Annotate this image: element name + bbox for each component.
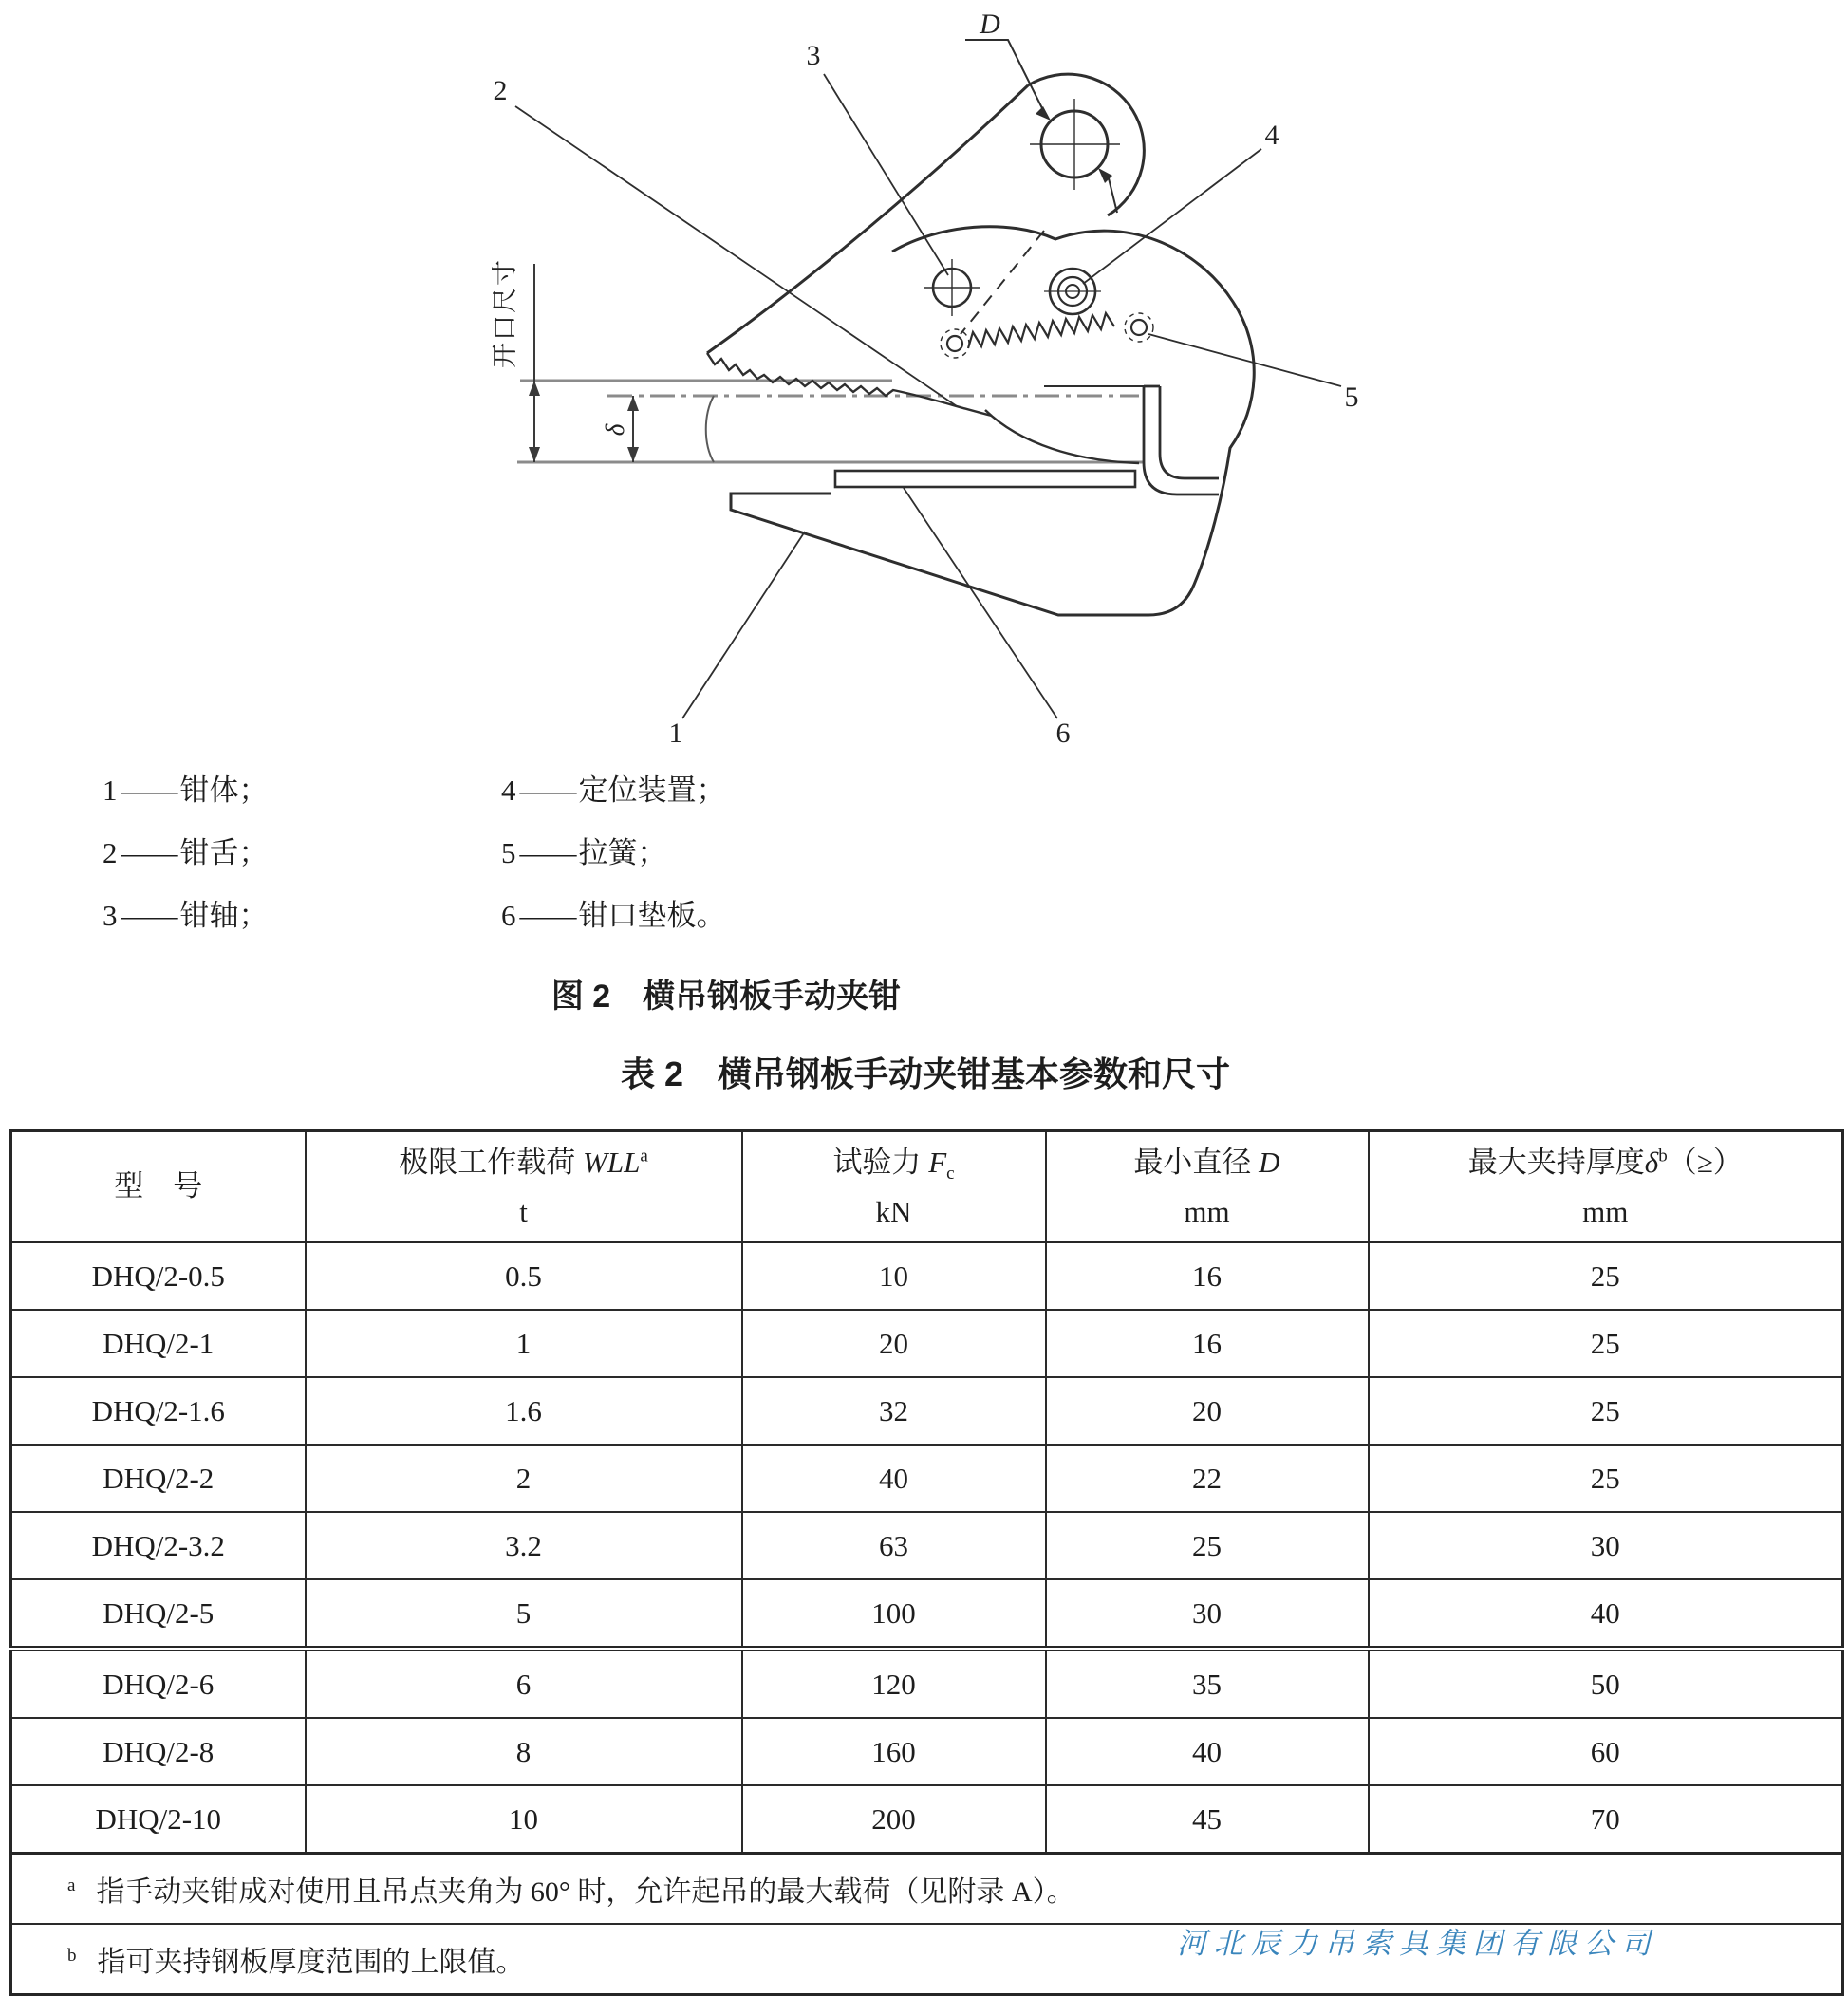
cell-wll: 2 bbox=[306, 1445, 742, 1512]
legend-label: 钳舌； bbox=[179, 836, 269, 869]
cell-test-force: 100 bbox=[742, 1579, 1046, 1649]
legend-item-6: 6 —— 钳口垫板。 bbox=[501, 899, 726, 932]
cell-wll: 3.2 bbox=[306, 1512, 742, 1579]
d-label: D bbox=[980, 9, 1000, 40]
part-label-1: 1 bbox=[668, 718, 683, 749]
footnote-marker: a bbox=[67, 1875, 76, 1895]
parameters-table bbox=[9, 1129, 1844, 1996]
cell-min-diameter: 45 bbox=[1046, 1785, 1369, 1854]
cell-model: DHQ/2-8 bbox=[11, 1718, 306, 1785]
cell-max-thickness: 40 bbox=[1369, 1579, 1843, 1649]
table-footnote-a bbox=[11, 1854, 1843, 1925]
legend-label: 定位装置； bbox=[578, 774, 726, 807]
cell-max-thickness: 50 bbox=[1369, 1649, 1843, 1718]
cell-wll: 6 bbox=[306, 1649, 742, 1718]
cell-test-force: 200 bbox=[742, 1785, 1046, 1854]
table-row bbox=[11, 1649, 1843, 1718]
cell-wll: 0.5 bbox=[306, 1242, 742, 1311]
cell-max-thickness: 25 bbox=[1369, 1445, 1843, 1512]
legend-label: 钳轴； bbox=[179, 899, 269, 932]
d-dimension bbox=[965, 9, 1117, 213]
cell-model: DHQ/2-5 bbox=[11, 1579, 306, 1649]
steel-plate bbox=[517, 381, 1144, 462]
table-row bbox=[11, 1579, 1843, 1649]
cell-min-diameter: 20 bbox=[1046, 1377, 1369, 1445]
cell-model: DHQ/2-0.5 bbox=[11, 1242, 306, 1311]
jaw-pad bbox=[835, 471, 1135, 487]
cell-max-thickness: 70 bbox=[1369, 1785, 1843, 1854]
legend-dash: —— bbox=[519, 774, 575, 807]
cell-model: DHQ/2-1.6 bbox=[11, 1377, 306, 1445]
legend-dash: —— bbox=[519, 899, 575, 932]
cell-wll: 1.6 bbox=[306, 1377, 742, 1445]
legend-dash: —— bbox=[121, 774, 177, 807]
table-row bbox=[11, 1718, 1843, 1785]
cam-dashed-line bbox=[961, 231, 1044, 334]
legend-label: 钳体； bbox=[179, 774, 269, 807]
legend-item-1: 1 —— 钳体； bbox=[103, 774, 269, 807]
legend-label: 拉簧； bbox=[578, 836, 667, 869]
cell-test-force: 32 bbox=[742, 1377, 1046, 1445]
cell-test-force: 20 bbox=[742, 1310, 1046, 1377]
cell-min-diameter: 40 bbox=[1046, 1718, 1369, 1785]
cell-model: DHQ/2-6 bbox=[11, 1649, 306, 1718]
cell-min-diameter: 30 bbox=[1046, 1579, 1369, 1649]
col-header-model: 型 号 bbox=[11, 1131, 306, 1242]
pivot-hole bbox=[924, 259, 980, 316]
cell-min-diameter: 35 bbox=[1046, 1649, 1369, 1718]
table-caption: 表 2 横吊钢板手动夹钳基本参数和尺寸 bbox=[620, 1054, 1231, 1093]
col-header-max-thickness: 最大夹持厚度$\delta^b(\ge)$ mm bbox=[1369, 1131, 1843, 1242]
cell-max-thickness: 25 bbox=[1369, 1310, 1843, 1377]
positioning-device bbox=[1044, 269, 1101, 314]
table-row bbox=[11, 1445, 1843, 1512]
cell-min-diameter: 25 bbox=[1046, 1512, 1369, 1579]
legend-dash: —— bbox=[121, 899, 177, 932]
part-label-6: 6 bbox=[1055, 718, 1071, 749]
opening-size-label: 开口尺寸 bbox=[491, 258, 519, 368]
cell-model: DHQ/2-1 bbox=[11, 1310, 306, 1377]
legend-label: 钳口垫板。 bbox=[578, 899, 726, 932]
col-header-test-force: 试验力 $F_c$ kN bbox=[742, 1131, 1046, 1242]
legend-item-3: 3 —— 钳轴； bbox=[103, 899, 269, 932]
cell-max-thickness: 60 bbox=[1369, 1718, 1843, 1785]
cell-wll: 5 bbox=[306, 1579, 742, 1649]
table-row bbox=[11, 1242, 1843, 1311]
company-watermark: 河北辰力吊索具集团有限公司 bbox=[1177, 1927, 1658, 1960]
cell-test-force: 63 bbox=[742, 1512, 1046, 1579]
table-row bbox=[11, 1310, 1843, 1377]
cell-wll: 8 bbox=[306, 1718, 742, 1785]
legend-item-2: 2 —— 钳舌； bbox=[103, 836, 269, 869]
lifting-eye bbox=[1028, 74, 1144, 215]
figure-legend-left bbox=[103, 759, 269, 947]
cell-max-thickness: 25 bbox=[1369, 1242, 1843, 1311]
cell-test-force: 120 bbox=[742, 1649, 1046, 1718]
part-label-3: 3 bbox=[806, 40, 821, 71]
mouth-bracket bbox=[1144, 386, 1219, 494]
footnote-text: 指可夹持钢板厚度范围的上限值。 bbox=[97, 1947, 525, 1978]
cell-model: DHQ/2-3.2 bbox=[11, 1512, 306, 1579]
part-label-4: 4 bbox=[1264, 120, 1279, 151]
cell-test-force: 10 bbox=[742, 1242, 1046, 1311]
figure-legend-right bbox=[501, 759, 726, 947]
jaw-tongue bbox=[707, 85, 1028, 416]
cell-model: DHQ/2-2 bbox=[11, 1445, 306, 1512]
col-header-wll: 极限工作载荷 WLL$^a$ t bbox=[306, 1131, 742, 1242]
footnote-text: 指手动夹钳成对使用且吊点夹角为 60° 时，允许起吊的最大载荷（见附录 A）。 bbox=[96, 1876, 1075, 1908]
table-row bbox=[11, 1785, 1843, 1854]
table-row bbox=[11, 1512, 1843, 1579]
legend-dash: —— bbox=[519, 836, 575, 869]
table-row bbox=[11, 1377, 1843, 1445]
footnote-marker: b bbox=[67, 1946, 77, 1966]
part-label-5: 5 bbox=[1344, 382, 1359, 413]
cell-max-thickness: 25 bbox=[1369, 1377, 1843, 1445]
cell-test-force: 40 bbox=[742, 1445, 1046, 1512]
cell-model: DHQ/2-10 bbox=[11, 1785, 306, 1854]
part-label-2: 2 bbox=[493, 75, 508, 106]
cell-min-diameter: 16 bbox=[1046, 1242, 1369, 1311]
dimension-delta bbox=[601, 396, 639, 462]
cell-min-diameter: 22 bbox=[1046, 1445, 1369, 1512]
cell-wll: 10 bbox=[306, 1785, 742, 1854]
dimension-opening bbox=[491, 258, 540, 462]
legend-dash: —— bbox=[121, 836, 177, 869]
cell-test-force: 160 bbox=[742, 1718, 1046, 1785]
legend-item-4: 4 —— 定位装置； bbox=[501, 774, 726, 807]
cell-wll: 1 bbox=[306, 1310, 742, 1377]
clamp-body bbox=[731, 227, 1254, 615]
cell-min-diameter: 16 bbox=[1046, 1310, 1369, 1377]
figure-caption: 图 2 横吊钢板手动夹钳 bbox=[551, 979, 902, 1015]
cell-max-thickness: 30 bbox=[1369, 1512, 1843, 1579]
clamp-diagram bbox=[237, 0, 1424, 759]
table-header-row bbox=[11, 1131, 1843, 1242]
col-header-min-diameter: 最小直径 D mm bbox=[1046, 1131, 1369, 1242]
delta-label: δ bbox=[601, 421, 629, 437]
legend-item-5: 5 —— 拉簧； bbox=[501, 836, 667, 869]
